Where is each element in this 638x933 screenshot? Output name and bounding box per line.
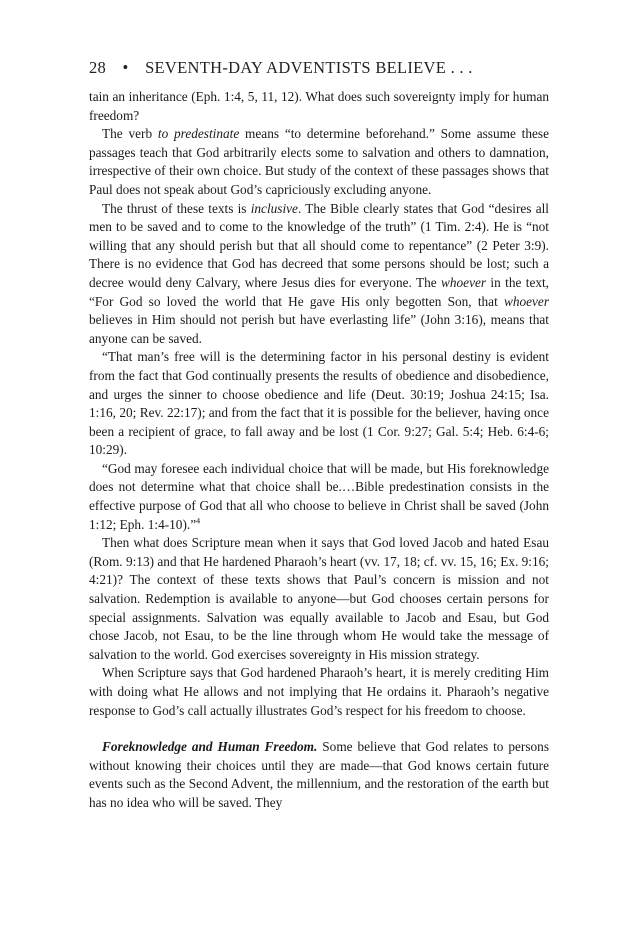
text-span: means “to determine beforehand.” Some assume these passages teach that God arbitrarily elects some to salvation and others to damnation, irrespective of their own choice. But study of the context of these passages shows that Paul does not speak about God’s capriciously excluding anyone. — [89, 126, 549, 197]
book-page — [89, 58, 549, 813]
paragraph-inclusive — [89, 200, 549, 349]
italic-term: whoever — [441, 274, 487, 290]
paragraph-predestinate — [89, 125, 549, 199]
text-span: believes in Him should not perish but have everlasting life” (John 3:16), means that anyone can be saved. — [89, 312, 549, 346]
text-span: The verb — [102, 126, 158, 142]
footnote-marker: 4 — [196, 516, 201, 526]
running-header — [89, 58, 549, 78]
italic-term: inclusive — [250, 200, 298, 216]
paragraph-foresee-quote — [89, 460, 549, 534]
text-span: When Scripture says that God hardened Pharaoh’s heart, it is merely crediting Him with doing what He allows and not implying that He ordains it. Pharaoh’s negative response to God’s call actually illustrates God’s respect for his freedom to choose. — [89, 665, 549, 718]
body-text — [89, 88, 549, 813]
italic-term: whoever — [503, 293, 549, 309]
text-span: in the text, “For God so loved the world that He gave His only begotten Son, that — [89, 274, 550, 309]
text-span: tain an inheritance (Eph. 1:4, 5, 11, 12). What does such sovereignty imply for human freedom? — [89, 89, 549, 123]
text-span: Some believe that God relates to persons without knowing their choices until they are made—that God knows certain future events such as the Second Advent, the millennium, and the restoration of the earth but has no idea who will be saved. They — [89, 739, 549, 810]
italic-term: to predestinate — [157, 126, 240, 142]
text-span: “God may foresee each individual choice that will be made, but His foreknowledge does not determine what that choice shall be.…Bible predestination consists in the effective purpose of God that all who choose to believe in Christ shall be saved (John 1:12; Eph. 1:4-10).” — [89, 460, 549, 532]
paragraph-continuation — [89, 88, 549, 125]
paragraph-free-will-quote — [89, 348, 549, 460]
text-span: Then what does Scripture mean when it says that God loved Jacob and hated Esau (Rom. 9:13) and that He hardened Pharaoh’s heart (vv. 17, 18; cf. vv. 15, 16; Ex. 9:16; 4:21)? The context of these texts shows that Paul’s concern is mission and not salvation. Redemption is available to anyone—but God chooses certain persons for special assignments. Salvation was equally available to Jacob and Esau, but God chose Jacob, not Esau, to be the line through whom He would take the message of salvation to the world. God exercises sovereignty in His mission strategy. — [89, 535, 549, 662]
paragraph-foreknowledge — [89, 738, 549, 812]
separator-bullet: • — [122, 58, 129, 77]
text-span: The thrust of these texts is — [102, 200, 251, 216]
page-number: 28 — [89, 58, 107, 77]
text-span: . The Bible clearly states that God “desires all men to be saved and to come to the knowledge of the truth” (1 Tim. 2:4). He is “not willing that any should perish but that all should come to repentance” (2 Peter 3:9). There is no evidence that God has decreed that some persons should be lost; such a decree would deny Calvary, where Jesus dies for everyone. The — [89, 200, 549, 290]
section-heading: Foreknowledge and Human Freedom. — [102, 739, 318, 755]
paragraph-jacob-esau — [89, 534, 549, 664]
text-span: “That man’s free will is the determining factor in his personal destiny is evident from the fact that God continually presents the results of obedience and disobedience, and urges the sinner to choose obedience and life (Deut. 30:19; Joshua 24:15; Isa. 1:16, 20; Rev. 22:17); and from the fact that it is possible for the believer, having once been a recipient of grace, to fall away and be lost (1 Cor. 9:27; Gal. 5:4; Heb. 6:4-6; 10:29). — [89, 349, 549, 458]
paragraph-pharaoh — [89, 664, 549, 720]
running-title: SEVENTH-DAY ADVENTISTS BELIEVE . . . — [145, 58, 473, 77]
